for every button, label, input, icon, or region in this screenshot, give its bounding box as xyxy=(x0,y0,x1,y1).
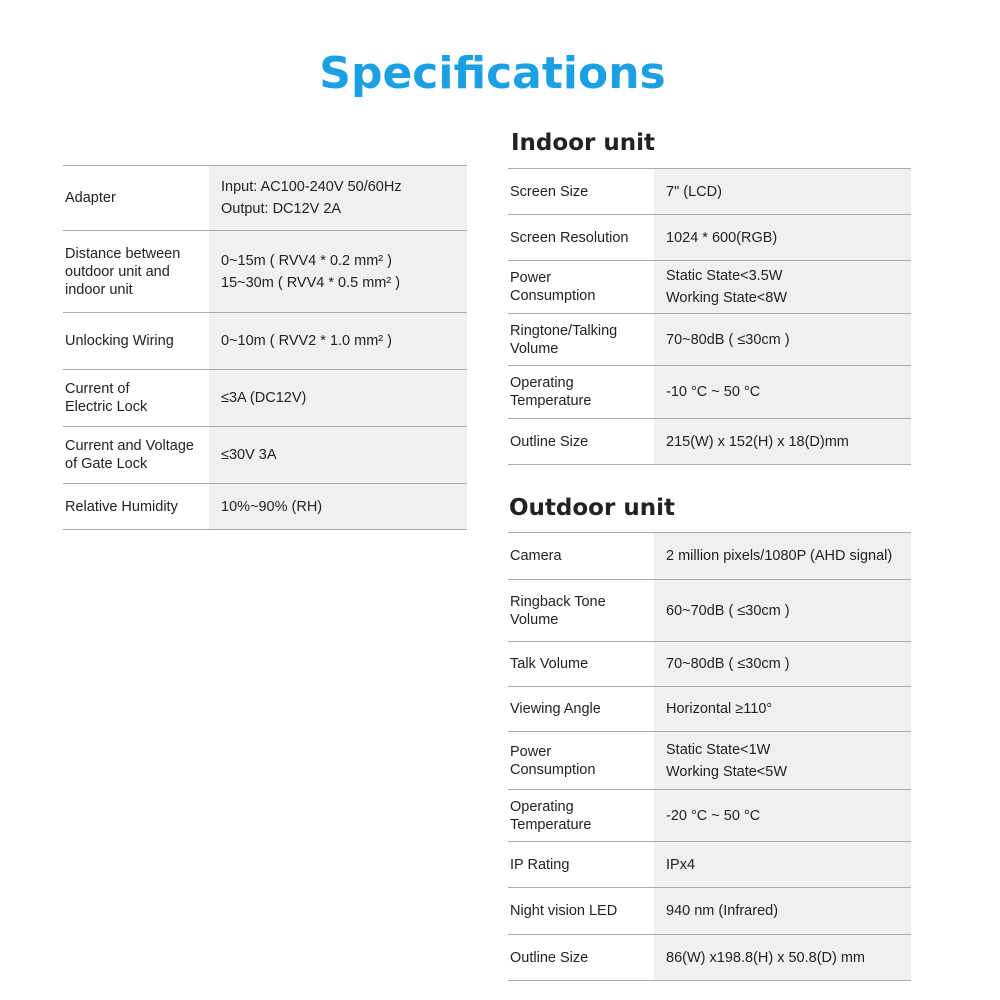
indoor-unit-heading: Indoor unit xyxy=(511,130,655,156)
spec-value-line: 215(W) x 152(H) x 18(D)mm xyxy=(666,433,849,450)
spec-label xyxy=(508,642,654,686)
spec-label-line: Power xyxy=(510,270,552,286)
spec-row xyxy=(508,790,911,842)
spec-value xyxy=(654,533,911,579)
spec-label xyxy=(508,169,654,214)
spec-value-line: Static State<3.5W xyxy=(666,268,783,284)
spec-label-line: Screen Resolution xyxy=(510,229,629,246)
indoor-specs-table xyxy=(508,168,911,465)
spec-label-line: Operating xyxy=(510,375,574,391)
spec-value xyxy=(654,888,911,934)
spec-label-line: Unlocking Wiring xyxy=(65,333,174,349)
spec-value-line: 70~80dB ( ≤30cm ) xyxy=(666,331,790,348)
general-specs-table xyxy=(63,165,467,530)
spec-label-line: Consumption xyxy=(510,761,596,778)
spec-value-line: 940 nm (Infrared) xyxy=(666,903,779,919)
spec-value-line: IPx4 xyxy=(666,856,696,873)
spec-row xyxy=(508,642,911,687)
spec-label-line: Current and Voltage xyxy=(65,438,194,454)
spec-label xyxy=(63,484,209,529)
spec-value xyxy=(654,314,911,365)
spec-label-line: Ringtone/Talking xyxy=(510,322,618,339)
spec-value xyxy=(654,790,911,841)
spec-label-line: Current of xyxy=(65,381,130,397)
spec-label-line: Outline Size xyxy=(510,433,589,450)
spec-value xyxy=(209,484,467,529)
spec-row xyxy=(508,314,911,366)
spec-value-line: ≤3A (DC12V) xyxy=(221,390,307,406)
spec-value-line: Working State<5W xyxy=(666,763,788,780)
spec-label-line: Night vision LED xyxy=(510,903,618,919)
spec-label-line: Ringback Tone xyxy=(510,593,606,610)
spec-label xyxy=(63,427,209,483)
spec-row xyxy=(508,732,911,790)
spec-row xyxy=(508,842,911,888)
spec-value-line: Static State<1W xyxy=(666,741,771,758)
spec-label-line: Temperature xyxy=(510,393,592,409)
spec-row xyxy=(508,935,911,981)
spec-value-line: 60~70dB ( ≤30cm ) xyxy=(666,602,790,619)
spec-value xyxy=(654,842,911,887)
spec-label xyxy=(508,580,654,641)
spec-row xyxy=(508,215,911,261)
spec-label xyxy=(508,366,654,418)
spec-label xyxy=(508,842,654,887)
spec-value-line: ≤30V 3A xyxy=(221,447,277,463)
outdoor-specs-table xyxy=(508,532,911,981)
spec-value-line: Working State<8W xyxy=(666,290,788,306)
spec-label-line: Viewing Angle xyxy=(510,701,601,717)
spec-label xyxy=(508,533,654,579)
spec-label-line: Temperature xyxy=(510,816,592,833)
spec-value-line: 0~15m ( RVV4 * 0.2 mm² ) xyxy=(221,252,392,269)
spec-label xyxy=(63,370,209,426)
spec-value xyxy=(654,732,911,789)
spec-label xyxy=(508,687,654,731)
spec-label xyxy=(508,935,654,980)
spec-value-line: -20 °C ~ 50 °C xyxy=(666,807,761,824)
spec-label xyxy=(63,313,209,369)
spec-label xyxy=(508,215,654,260)
spec-value xyxy=(654,419,911,464)
spec-value xyxy=(654,687,911,731)
spec-value xyxy=(209,370,467,426)
spec-row xyxy=(63,231,467,313)
spec-label xyxy=(508,314,654,365)
spec-row xyxy=(508,169,911,215)
spec-value-line: Horizontal ≥110° xyxy=(666,701,773,717)
spec-label-line: IP Rating xyxy=(510,856,570,873)
spec-label-line: Volume xyxy=(510,340,559,357)
spec-label-line: of Gate Lock xyxy=(65,456,148,472)
spec-row xyxy=(508,533,911,580)
spec-row xyxy=(508,580,911,642)
spec-value-line: -10 °C ~ 50 °C xyxy=(666,384,761,400)
spec-value xyxy=(209,427,467,483)
spec-value xyxy=(209,313,467,369)
spec-value xyxy=(654,366,911,418)
spec-row xyxy=(508,888,911,935)
spec-value-line: Input: AC100-240V 50/60Hz xyxy=(221,179,402,195)
spec-value-line: 70~80dB ( ≤30cm ) xyxy=(666,656,790,672)
spec-value-line: 15~30m ( RVV4 * 0.5 mm² ) xyxy=(221,274,401,291)
spec-label-line: Distance between xyxy=(65,245,181,262)
spec-label-line: outdoor unit and xyxy=(65,263,170,280)
spec-label-line: Power xyxy=(510,743,552,760)
spec-row xyxy=(63,427,467,484)
spec-value-line: Output: DC12V 2A xyxy=(221,201,342,217)
spec-label-line: Outline Size xyxy=(510,949,589,966)
spec-label-line: Relative Humidity xyxy=(65,498,178,515)
spec-label-line: Electric Lock xyxy=(65,399,148,415)
page-title: Specifications xyxy=(319,48,666,99)
spec-row xyxy=(508,419,911,465)
spec-label-line: Consumption xyxy=(510,288,596,304)
spec-row xyxy=(63,484,467,530)
spec-row xyxy=(508,261,911,314)
spec-row xyxy=(508,366,911,419)
spec-value-line: 2 million pixels/1080P (AHD signal) xyxy=(666,548,893,564)
spec-label xyxy=(508,888,654,934)
spec-label xyxy=(508,261,654,313)
spec-label-line: Screen Size xyxy=(510,183,589,200)
spec-value xyxy=(654,215,911,260)
spec-row xyxy=(63,370,467,427)
spec-label-line: Adapter xyxy=(65,190,116,206)
spec-value-line: 86(W) x198.8(H) x 50.8(D) mm xyxy=(666,949,866,966)
spec-value xyxy=(209,231,467,312)
spec-label-line: Operating xyxy=(510,798,574,815)
outdoor-unit-heading: Outdoor unit xyxy=(509,495,675,521)
spec-row xyxy=(508,687,911,732)
spec-value xyxy=(654,261,911,313)
spec-label xyxy=(508,732,654,789)
spec-label-line: Talk Volume xyxy=(510,656,589,672)
spec-value xyxy=(654,169,911,214)
spec-label xyxy=(63,231,209,312)
spec-value-line: 10%~90% (RH) xyxy=(221,498,323,515)
spec-value-line: 1024 * 600(RGB) xyxy=(666,229,778,246)
spec-label xyxy=(508,419,654,464)
spec-value xyxy=(209,166,467,230)
spec-label-line: indoor unit xyxy=(65,281,133,298)
spec-row xyxy=(63,166,467,231)
spec-label xyxy=(508,790,654,841)
spec-row xyxy=(63,313,467,370)
spec-label xyxy=(63,166,209,230)
spec-value-line: 7" (LCD) xyxy=(666,183,722,200)
spec-value xyxy=(654,935,911,980)
spec-label-line: Volume xyxy=(510,611,559,628)
spec-value xyxy=(654,580,911,641)
spec-value-line: 0~10m ( RVV2 * 1.0 mm² ) xyxy=(221,333,392,349)
spec-value xyxy=(654,642,911,686)
spec-label-line: Camera xyxy=(510,548,562,564)
